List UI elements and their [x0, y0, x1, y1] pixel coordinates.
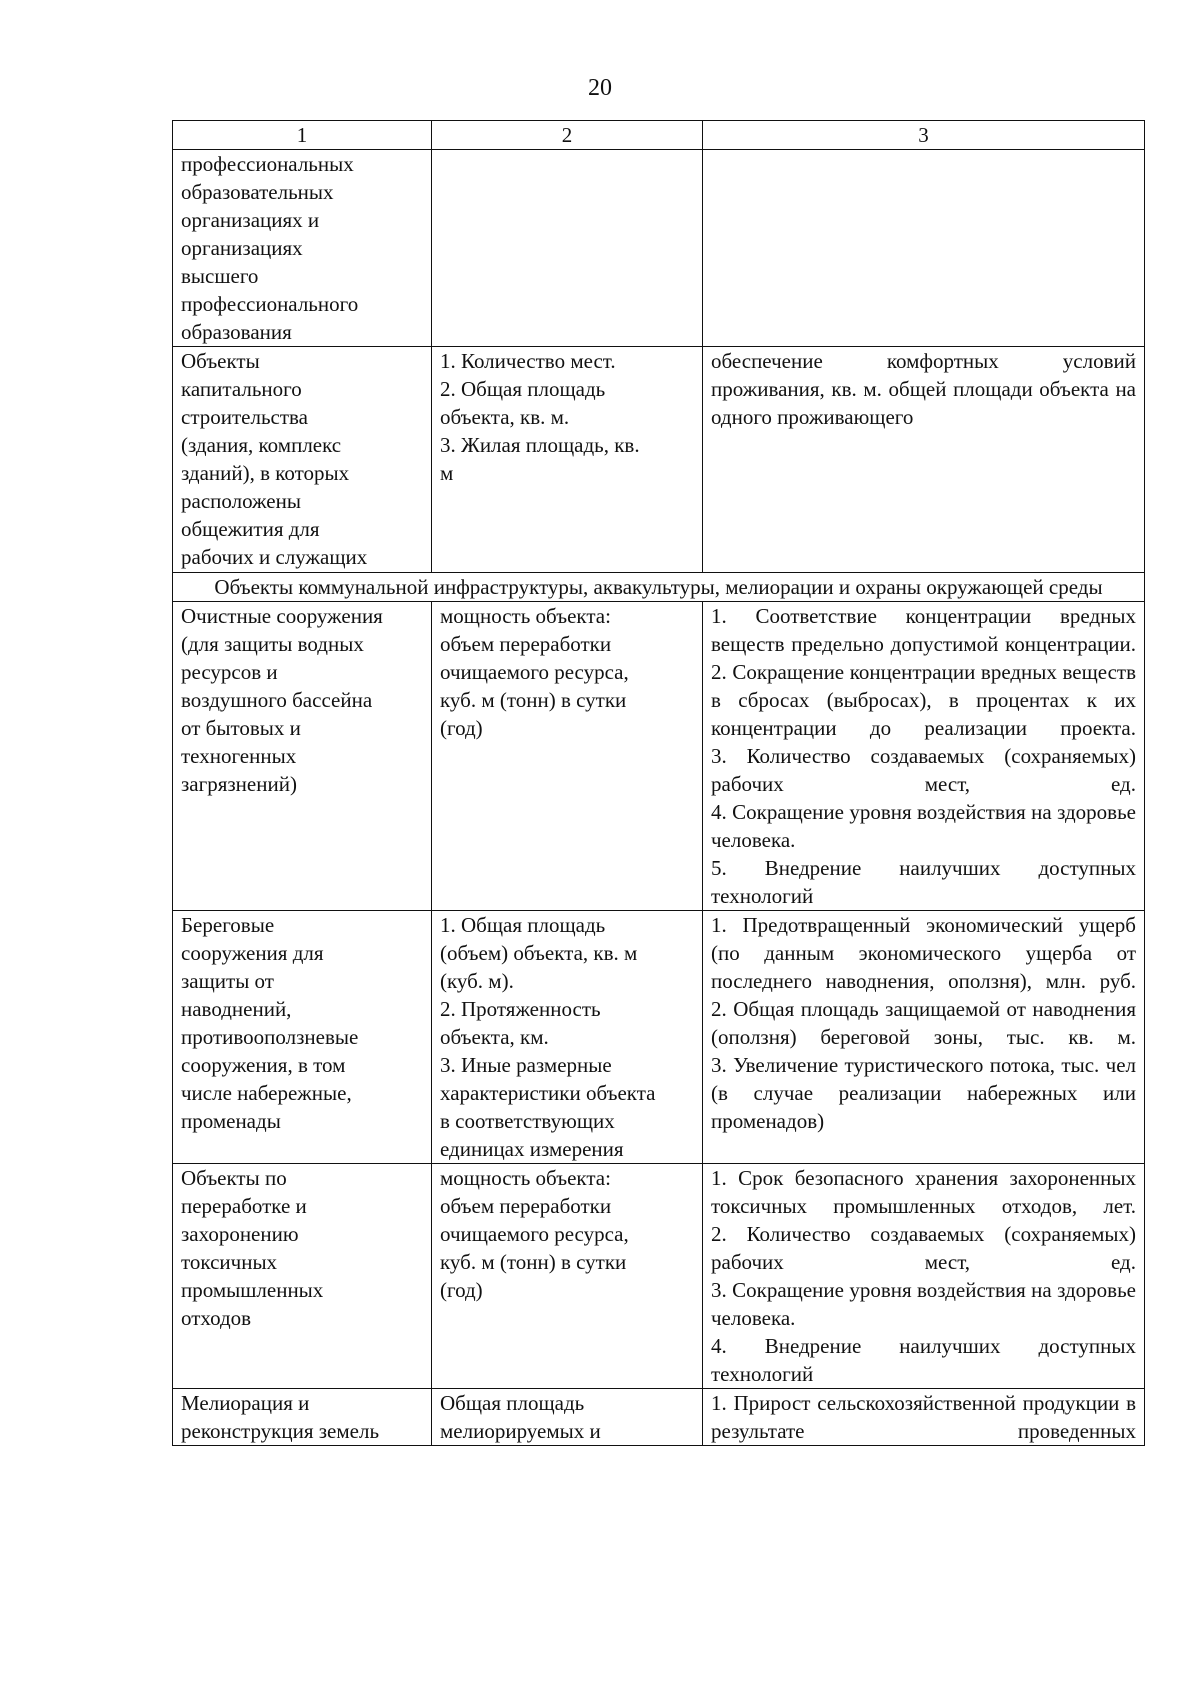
column-header-1: 1 [173, 121, 432, 150]
indicator-item: 4. Сокращение уровня воздействия на здоровье человека. [711, 800, 1136, 852]
table-row [173, 602, 1145, 911]
table-row [173, 347, 1145, 573]
capacity-cell [432, 150, 703, 347]
table-row [173, 150, 1145, 347]
table-row [173, 911, 1145, 1164]
indicator-item: 2. Общая площадь защищаемой от наводнения (оползня) береговой зоны, тыс. кв. м. [711, 997, 1136, 1049]
indicator-cell [703, 1164, 1145, 1389]
section-title: Объекты коммунальной инфраструктуры, аквакультуры, мелиорации и охраны окружающей среды [173, 573, 1145, 602]
data-table [172, 120, 1145, 1446]
capacity-cell: Общая площадь мелиорируемых и [432, 1389, 703, 1446]
object-type-cell: Объекты капитального строительства (здания, комплекс зданий), в которых расположены общежития для рабочих и служащих [173, 347, 432, 573]
table-row [173, 1389, 1145, 1446]
object-type-cell: профессиональных образовательных организациях и организациях высшего профессионального образования [173, 150, 432, 347]
capacity-cell: 1. Количество мест. 2. Общая площадь объекта, кв. м. 3. Жилая площадь, кв. м [432, 347, 703, 573]
object-type-cell: Объекты по переработке и захоронению токсичных промышленных отходов [173, 1164, 432, 1389]
column-header-3: 3 [703, 121, 1145, 150]
indicator-item: 1. Прирост сельскохозяйственной продукции в результате проведенных [711, 1391, 1136, 1443]
indicator-item: 1. Предотвращенный экономический ущерб (по данным экономического ущерба от последнего наводнения, оползня), млн. руб. [711, 913, 1136, 993]
indicator-cell [703, 1389, 1145, 1446]
indicator-cell [703, 602, 1145, 911]
indicator-item: 3. Сокращение уровня воздействия на здоровье человека. [711, 1278, 1136, 1330]
table-row [173, 1164, 1145, 1389]
indicator-item: 2. Количество создаваемых (сохраняемых) рабочих мест, ед. [711, 1222, 1136, 1274]
page-number: 20 [588, 75, 612, 101]
indicator-cell [703, 911, 1145, 1164]
section-row [173, 573, 1145, 602]
header-row [173, 121, 1145, 150]
object-type-cell: Очистные сооружения (для защиты водных ресурсов и воздушного бассейна от бытовых и техногенных загрязнений) [173, 602, 432, 911]
indicator-item: 1. Соответствие концентрации вредных веществ предельно допустимой концентрации. [711, 604, 1136, 656]
capacity-cell: 1. Общая площадь (объем) объекта, кв. м (куб. м). 2. Протяженность объекта, км. 3. Иные размерные характеристики объекта в соответствующих единицах измерения [432, 911, 703, 1164]
capacity-cell: мощность объекта: объем переработки очищаемого ресурса, куб. м (тонн) в сутки (год) [432, 602, 703, 911]
indicator-item: 3. Количество создаваемых (сохраняемых) рабочих мест, ед. [711, 744, 1136, 796]
indicator-cell: обеспечение комфортных условий проживания, кв. м. общей площади объекта на одного проживающего [703, 347, 1145, 573]
capacity-cell: мощность объекта: объем переработки очищаемого ресурса, куб. м (тонн) в сутки (год) [432, 1164, 703, 1389]
indicator-item: 4. Внедрение наилучших доступных технологий [711, 1334, 1136, 1386]
object-type-cell: Береговые сооружения для защиты от наводнений, противооползневые сооружения, в том числе набережные, променады [173, 911, 432, 1164]
indicator-item: 1. Срок безопасного хранения захороненных токсичных промышленных отходов, лет. [711, 1166, 1136, 1218]
indicator-item: 5. Внедрение наилучших доступных технологий [711, 856, 1136, 908]
indicator-cell [703, 150, 1145, 347]
column-header-2: 2 [432, 121, 703, 150]
indicator-item: 3. Увеличение туристического потока, тыс. чел (в случае реализации набережных или променадов) [711, 1053, 1136, 1133]
indicator-item: 2. Сокращение концентрации вредных веществ в сбросах (выбросах), в процентах к их концентрации до реализации проекта. [711, 660, 1136, 740]
object-type-cell: Мелиорация и реконструкция земель [173, 1389, 432, 1446]
